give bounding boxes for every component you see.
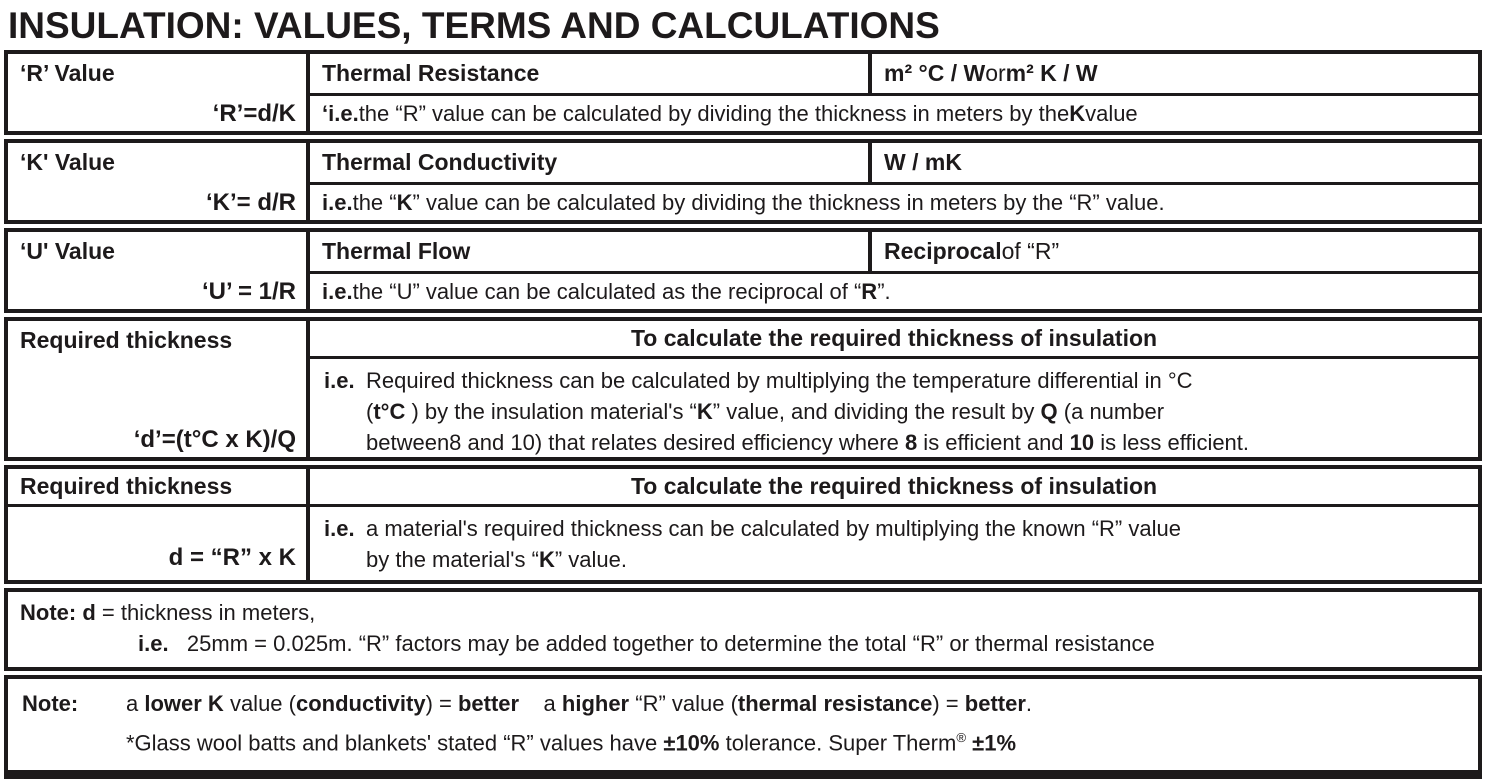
u-value-term-cell [8, 232, 310, 309]
req2-lines [366, 513, 1478, 580]
k-value-definition: Thermal Conductivity [310, 143, 872, 185]
u-value-definition: Thermal Flow [310, 232, 872, 274]
req2-line-2: by the material's “K” value. [366, 547, 627, 572]
k-value-explanation: i.e. the “ K ” value can be calculated by dividing the thickness in meters by the “R” value. [322, 189, 1165, 215]
r-value-definition: Thermal Resistance [310, 54, 872, 96]
r-value-formula: ‘R’=d/K [212, 100, 296, 127]
req2-header: To calculate the required thickness of insulation [310, 469, 1478, 507]
section-k-value [4, 139, 1482, 224]
u-value-term: ‘U' Value [20, 238, 115, 264]
k-value-term: ‘K' Value [20, 149, 115, 175]
section-required-thickness-1 [4, 317, 1482, 461]
note2-line-2: *Glass wool batts and blankets' stated “R” values have ±10% tolerance. Super Therm® ±1% [126, 730, 1017, 756]
req2-label-cell: Required thickness [8, 469, 310, 507]
r-value-explanation: ‘i.e. the “R” value can be calculated by dividing the thickness in meters by the K value [322, 100, 1138, 126]
section-required-thickness-2 [4, 465, 1482, 584]
note2-label: Note: [22, 691, 79, 716]
req1-header: To calculate the required thickness of insulation [310, 321, 1478, 359]
r-value-term-cell [8, 54, 310, 131]
note1-cell [8, 592, 1478, 667]
u-value-explanation: i.e. the “U” value can be calculated as the reciprocal of “ R ”. [322, 278, 891, 304]
note2-cell [8, 679, 1478, 770]
req2-body [310, 507, 1478, 580]
u-value-formula: ‘U’ = 1/R [201, 278, 296, 305]
req1-body [310, 359, 1478, 457]
section-u-value [4, 228, 1482, 313]
req1-lines [366, 365, 1478, 457]
section-r-value [4, 50, 1482, 135]
section-note-comparison [4, 675, 1482, 779]
req2-formula: d = “R” x K [8, 507, 310, 580]
req1-line-2: (t°C ) by the insulation material's “K” value, and dividing the result by Q (a number [366, 399, 1165, 424]
req1-formula: ‘d’=(t°C x K)/Q [133, 426, 296, 453]
r-value-term: ‘R’ Value [20, 60, 115, 86]
note1-line-1: Note: d = thickness in meters, [20, 600, 316, 625]
req1-label: Required thickness [20, 327, 233, 353]
req1-line-1: Required thickness can be calculated by multiplying the temperature differential in °C [366, 368, 1193, 393]
section-note-thickness [4, 588, 1482, 671]
req1-term-cell [8, 321, 310, 457]
r-value-units: m² °C / W or m² K / W [872, 54, 1478, 96]
req1-line-3: between8 and 10) that relates desired efficiency where 8 is efficient and 10 is less efficient. [366, 430, 1250, 455]
u-value-units: Reciprocal of “R” [872, 232, 1478, 274]
req1-ie-label: i.e. [324, 368, 355, 393]
note1-line-2: i.e. 25mm = 0.025m. “R” factors may be added together to determine the total “R” or thermal resistance [138, 631, 1155, 656]
req2-line-1: a material's required thickness can be calculated by multiplying the known “R” value [366, 516, 1181, 541]
req2-ie-label: i.e. [324, 516, 355, 541]
k-value-units: W / mK [872, 143, 1478, 185]
k-value-term-cell [8, 143, 310, 220]
note2-line-1: a lower K value (conductivity) = better a higher “R” value (thermal resistance) = better. [126, 691, 1033, 716]
insulation-table [4, 50, 1482, 779]
page-title: INSULATION: VALUES, TERMS AND CALCULATIONS [8, 5, 940, 46]
k-value-formula: ‘K’= d/R [205, 189, 296, 216]
